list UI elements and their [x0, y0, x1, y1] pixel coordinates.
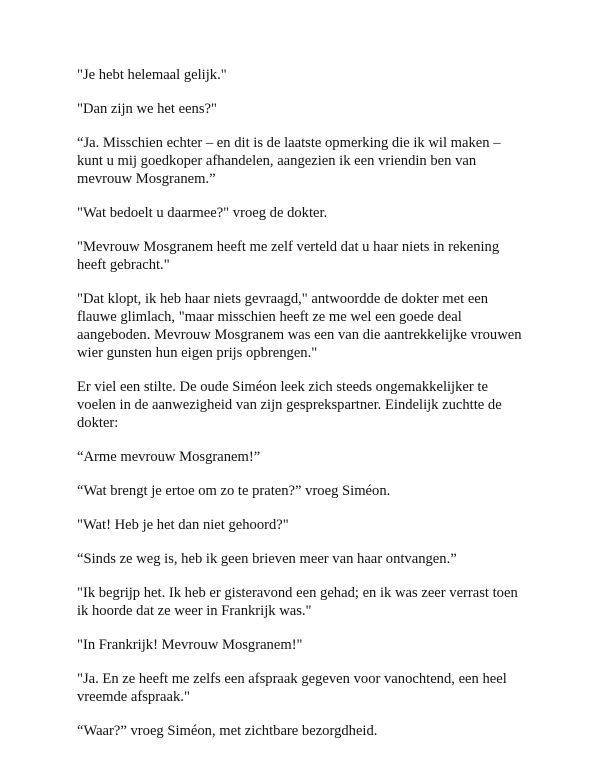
paragraph: "Mevrouw Mosgranem heeft me zelf verteld dat u haar niets in rekening heeft gebracht." [77, 239, 500, 273]
paragraph: "In Frankrijk! Mevrouw Mosgranem!" [77, 637, 303, 653]
paragraph: “Waar?” vroeg Siméon, met zichtbare bezorgdheid. [77, 723, 378, 739]
paragraph: "Dan zijn we het eens?" [77, 101, 217, 117]
paragraph: "Dat klopt, ik heb haar niets gevraagd," antwoordde de dokter met een flauwe glimlach, "maar misschien heeft ze me wel een goede deal aangeboden. Mevrouw Mosgranem was een van die aantrekkelijke vrouwen wier gunsten hun eigen prijs opbrengen." [77, 291, 522, 361]
paragraph: "Je hebt helemaal gelijk." [77, 67, 227, 83]
paragraph: “Ja. Misschien echter – en dit is de laatste opmerking die ik wil maken – kunt u mij goedkoper afhandelen, aangezien ik een vriendin ben van mevrouw Mosgranem.” [77, 135, 501, 187]
paragraph: “Wat brengt je ertoe om zo te praten?” vroeg Siméon. [77, 483, 391, 499]
paragraph: "Ik begrijp het. Ik heb er gisteravond een gehad; en ik was zeer verrast toen ik hoorde dat ze weer in Frankrijk was." [77, 585, 518, 619]
document-body [77, 66, 537, 756]
paragraph: Er viel een stilte. De oude Siméon leek zich steeds ongemakkelijker te voelen in de aanwezigheid van zijn gesprekspartner. Eindelijk zuchtte de dokter: [77, 379, 502, 431]
paragraph: "Wat bedoelt u daarmee?" vroeg de dokter. [77, 205, 328, 221]
paragraph: “Arme mevrouw Mosgranem!” [77, 449, 261, 465]
paragraph: “Sinds ze weg is, heb ik geen brieven meer van haar ontvangen.” [77, 551, 457, 567]
paragraph: "Ja. En ze heeft me zelfs een afspraak gegeven voor vanochtend, een heel vreemde afspraak." [77, 671, 507, 705]
paragraph: "Wat! Heb je het dan niet gehoord?" [77, 517, 289, 533]
